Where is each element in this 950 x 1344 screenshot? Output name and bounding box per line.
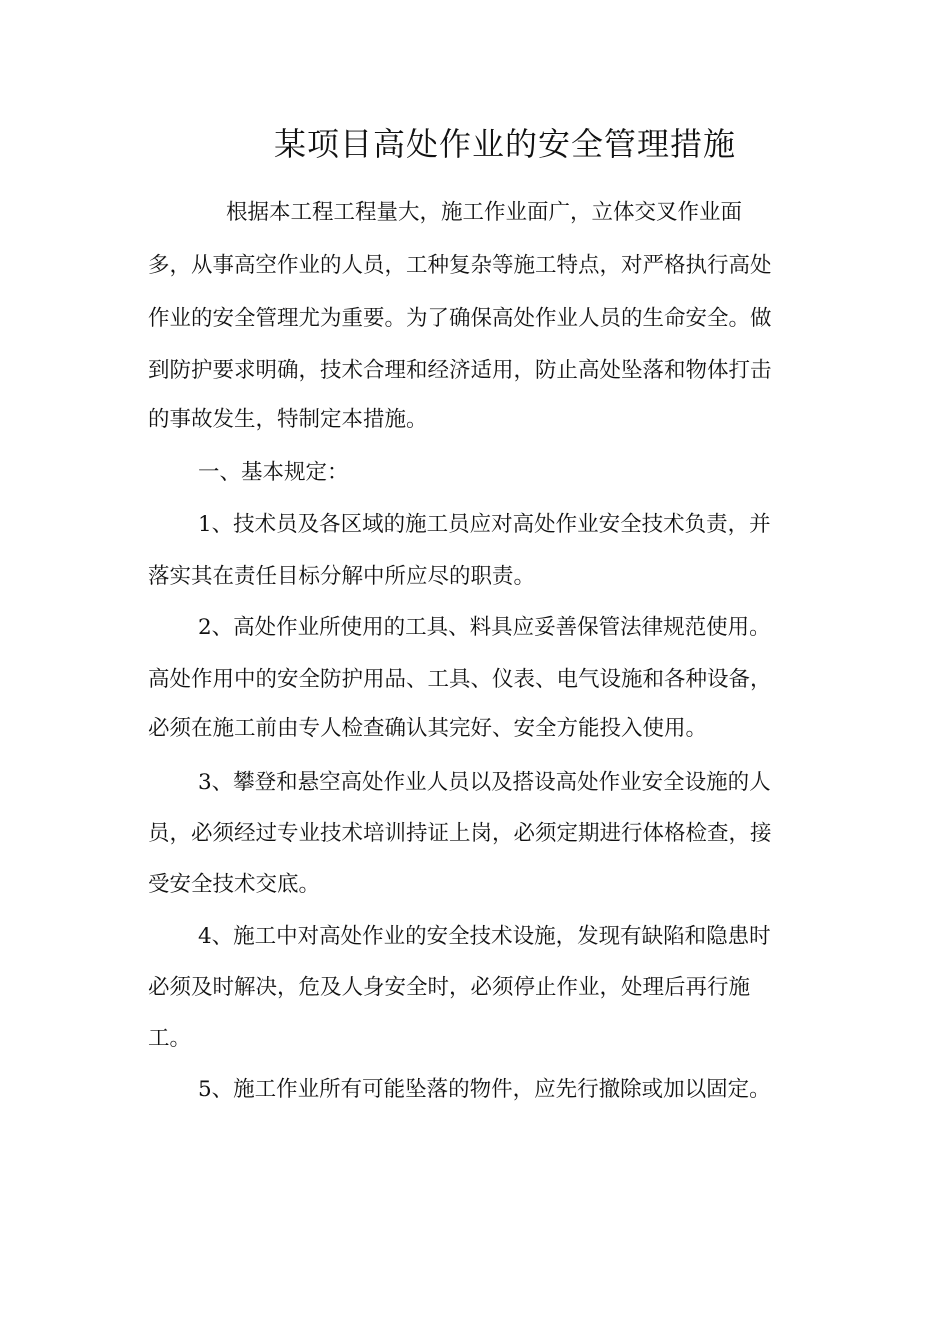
text-line: 高处作用中的安全防护用品、工具、仪表、电气设施和各种设备， (148, 667, 772, 692)
text-line: 作业的安全管理尤为重要。为了确保高处作业人员的生命安全。做 (148, 306, 772, 331)
text-line: 5、施工作业所有可能坠落的物件，应先行撤除或加以固定。 (198, 1077, 771, 1102)
text-line: 受安全技术交底。 (148, 872, 321, 897)
text-line: 员，必须经过专业技术培训持证上岗，必须定期进行体格检查，接 (148, 821, 772, 846)
text-line: 4、施工中对高处作业的安全技术设施，发现有缺陷和隐患时 (198, 924, 771, 949)
text-line: 多，从事高空作业的人员，工种复杂等施工特点，对严格执行高处 (148, 253, 772, 278)
text-line: 工。 (148, 1026, 192, 1051)
section-heading: 一、基本规定： (198, 460, 349, 485)
text-line: 1、技术员及各区域的施工员应对高处作业安全技术负责，并 (198, 512, 771, 537)
text-line: 必须及时解决，危及人身安全时，必须停止作业，处理后再行施 (148, 975, 751, 1000)
text-line: 落实其在责任目标分解中所应尽的职责。 (148, 564, 536, 589)
text-line: 的事故发生，特制定本措施。 (148, 407, 428, 432)
text-line: 根据本工程工程量大，施工作业面广，立体交叉作业面 (226, 200, 743, 225)
text-line: 3、攀登和悬空高处作业人员以及搭设高处作业安全设施的人 (198, 770, 771, 795)
text-line: 必须在施工前由专人检查确认其完好、安全方能投入使用。 (148, 716, 708, 741)
document-title: 某项目高处作业的安全管理措施 (273, 125, 736, 163)
text-line: 到防护要求明确，技术合理和经济适用，防止高处坠落和物体打击 (148, 358, 772, 383)
text-line: 2、高处作业所使用的工具、料具应妥善保管法律规范使用。 (198, 615, 771, 640)
